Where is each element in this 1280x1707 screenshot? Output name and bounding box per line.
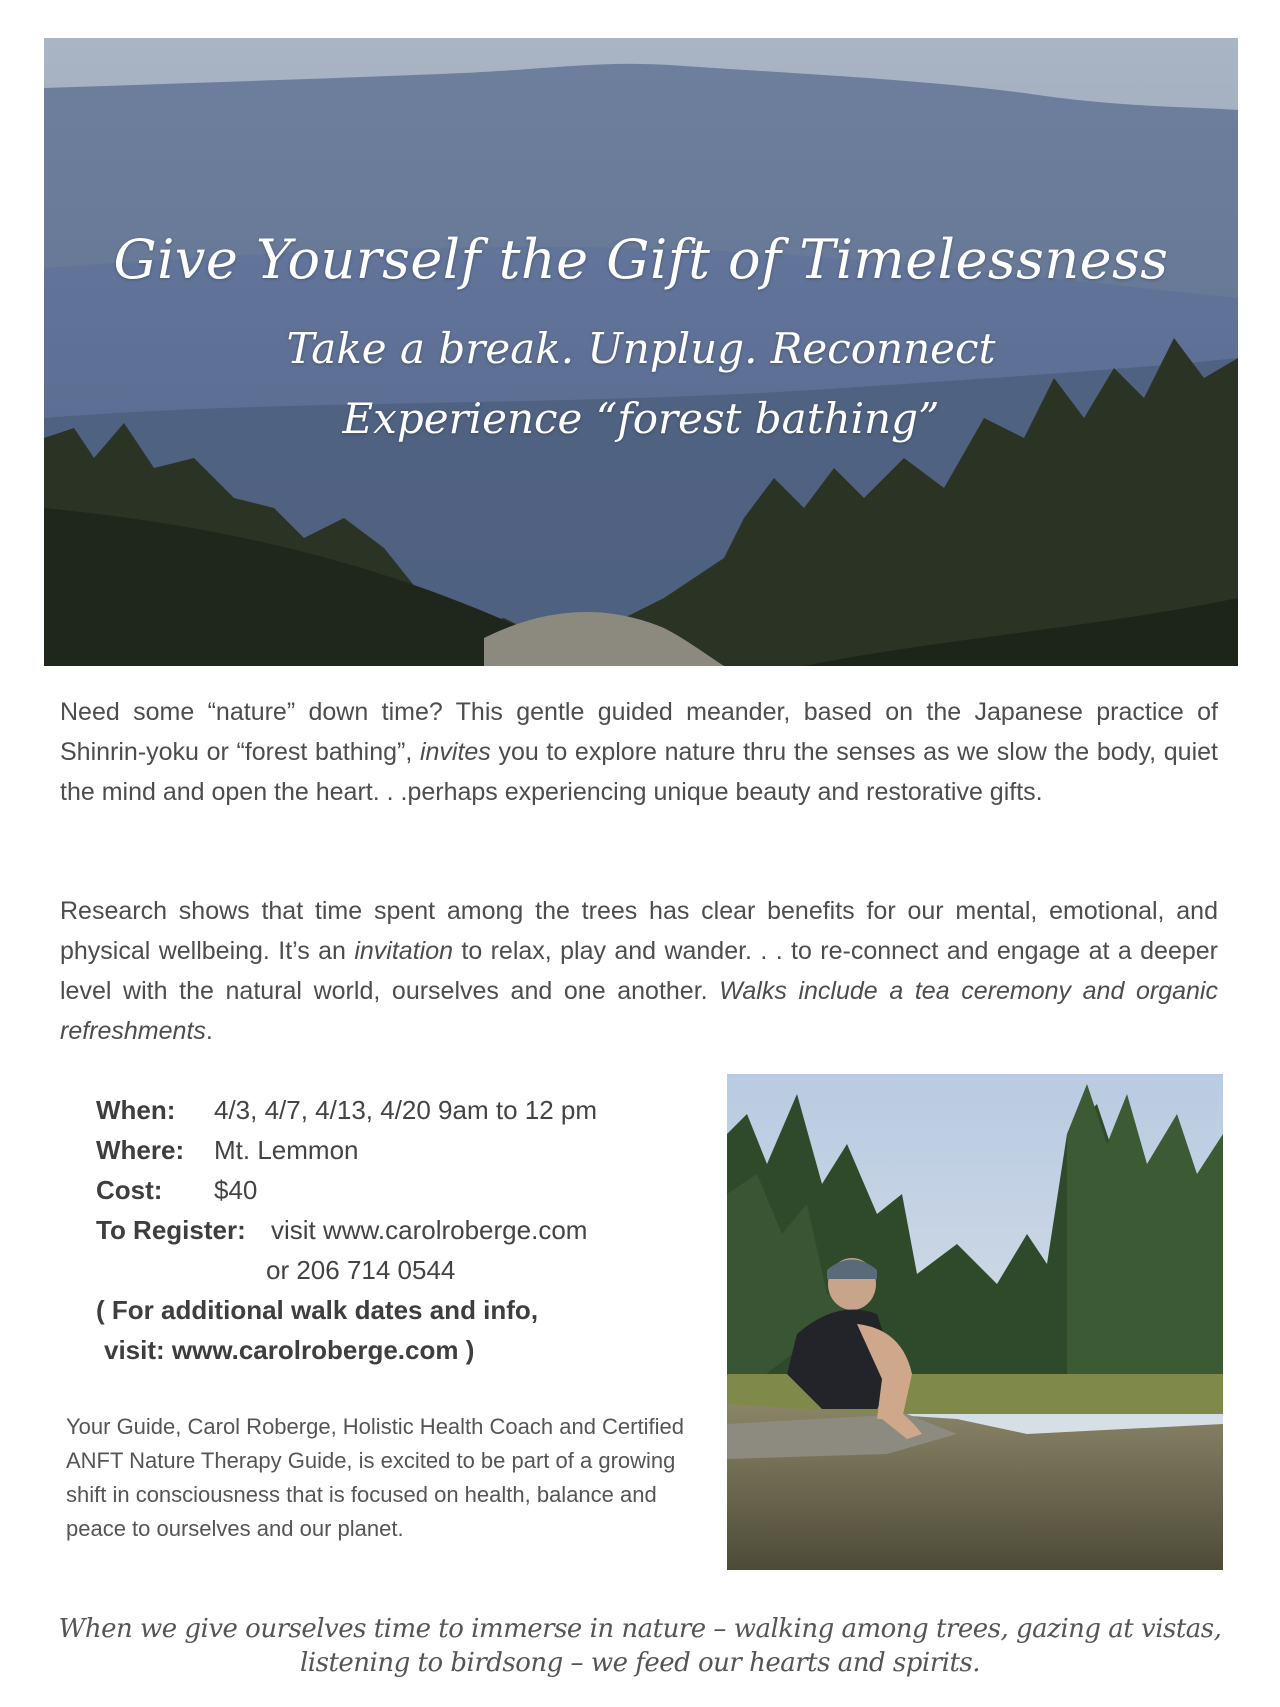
- research-emphasis: invitation: [354, 937, 453, 965]
- guide-at-stream-image: [727, 1074, 1223, 1570]
- more-info-link[interactable]: visit: www.carolroberge.com ): [104, 1335, 475, 1365]
- research-text: to relax, play and wander. . . to re-connect and engage at a deeper level with the natural world, ourselves and one another.: [60, 937, 1218, 1005]
- event-details: [96, 1090, 696, 1370]
- research-text: Research shows that time spent among the trees has clear benefits for our mental, emotional, and physical wellbeing. It’s an: [60, 897, 1218, 965]
- register-phone-row: [96, 1250, 696, 1290]
- register-row: [96, 1210, 696, 1250]
- where-label: Where:: [96, 1135, 185, 1165]
- closing-quote: [40, 1612, 1240, 1680]
- intro-paragraph-1: [60, 692, 1218, 812]
- more-info-line1: ( For additional walk dates and info,: [96, 1295, 539, 1325]
- when-label: When:: [96, 1095, 176, 1125]
- intro-text: Need some “nature” down time? This gentle guided meander, based on the Japanese practice of Shinrin-yoku or “forest bathing”,: [60, 698, 1218, 766]
- walks-include-text: Walks include a tea ceremony and organic refreshments: [60, 977, 1218, 1045]
- guide-photo: [727, 1074, 1223, 1570]
- cost-value: $40: [214, 1175, 258, 1205]
- where-value: Mt. Lemmon: [214, 1135, 359, 1165]
- hero-subtitle-line2: Experience “forest bathing”: [342, 394, 940, 443]
- when-value: 4/3, 4/7, 4/13, 4/20 9am to 12 pm: [214, 1095, 598, 1125]
- cost-label: Cost:: [96, 1175, 163, 1205]
- guide-bio: Your Guide, Carol Roberge, Holistic Health Coach and Certified ANFT Nature Therapy Guide, is excited to be part of a growing shift in consciousness that is focused on health, balance and peace to ourselves and our planet.: [66, 1414, 684, 1541]
- intro-text: you to explore nature thru the senses as we slow the body, quiet the mind and open the heart. . .perhaps experiencing unique beauty and restorative gifts.: [60, 738, 1218, 806]
- where-row: [96, 1130, 696, 1170]
- register-phone[interactable]: or 206 714 0544: [266, 1255, 456, 1285]
- register-link[interactable]: visit www.carolroberge.com: [271, 1215, 588, 1245]
- hero-banner: [44, 38, 1238, 666]
- quote-line2: listening to birdsong – we feed our hearts and spirits.: [299, 1648, 980, 1678]
- intro-emphasis: invites: [419, 738, 491, 766]
- cost-row: [96, 1170, 696, 1210]
- register-label: To Register:: [96, 1215, 246, 1245]
- quote-line1: When we give ourselves time to immerse in nature – walking among trees, gazing at vistas,: [58, 1614, 1222, 1644]
- intro-paragraph-2: [60, 891, 1218, 1051]
- hero-title: Give Yourself the Gift of Timelessness: [113, 228, 1169, 291]
- research-text: .: [205, 1017, 213, 1045]
- hero-subtitle-line1: Take a break. Unplug. Reconnect: [286, 324, 996, 373]
- when-row: [96, 1090, 696, 1130]
